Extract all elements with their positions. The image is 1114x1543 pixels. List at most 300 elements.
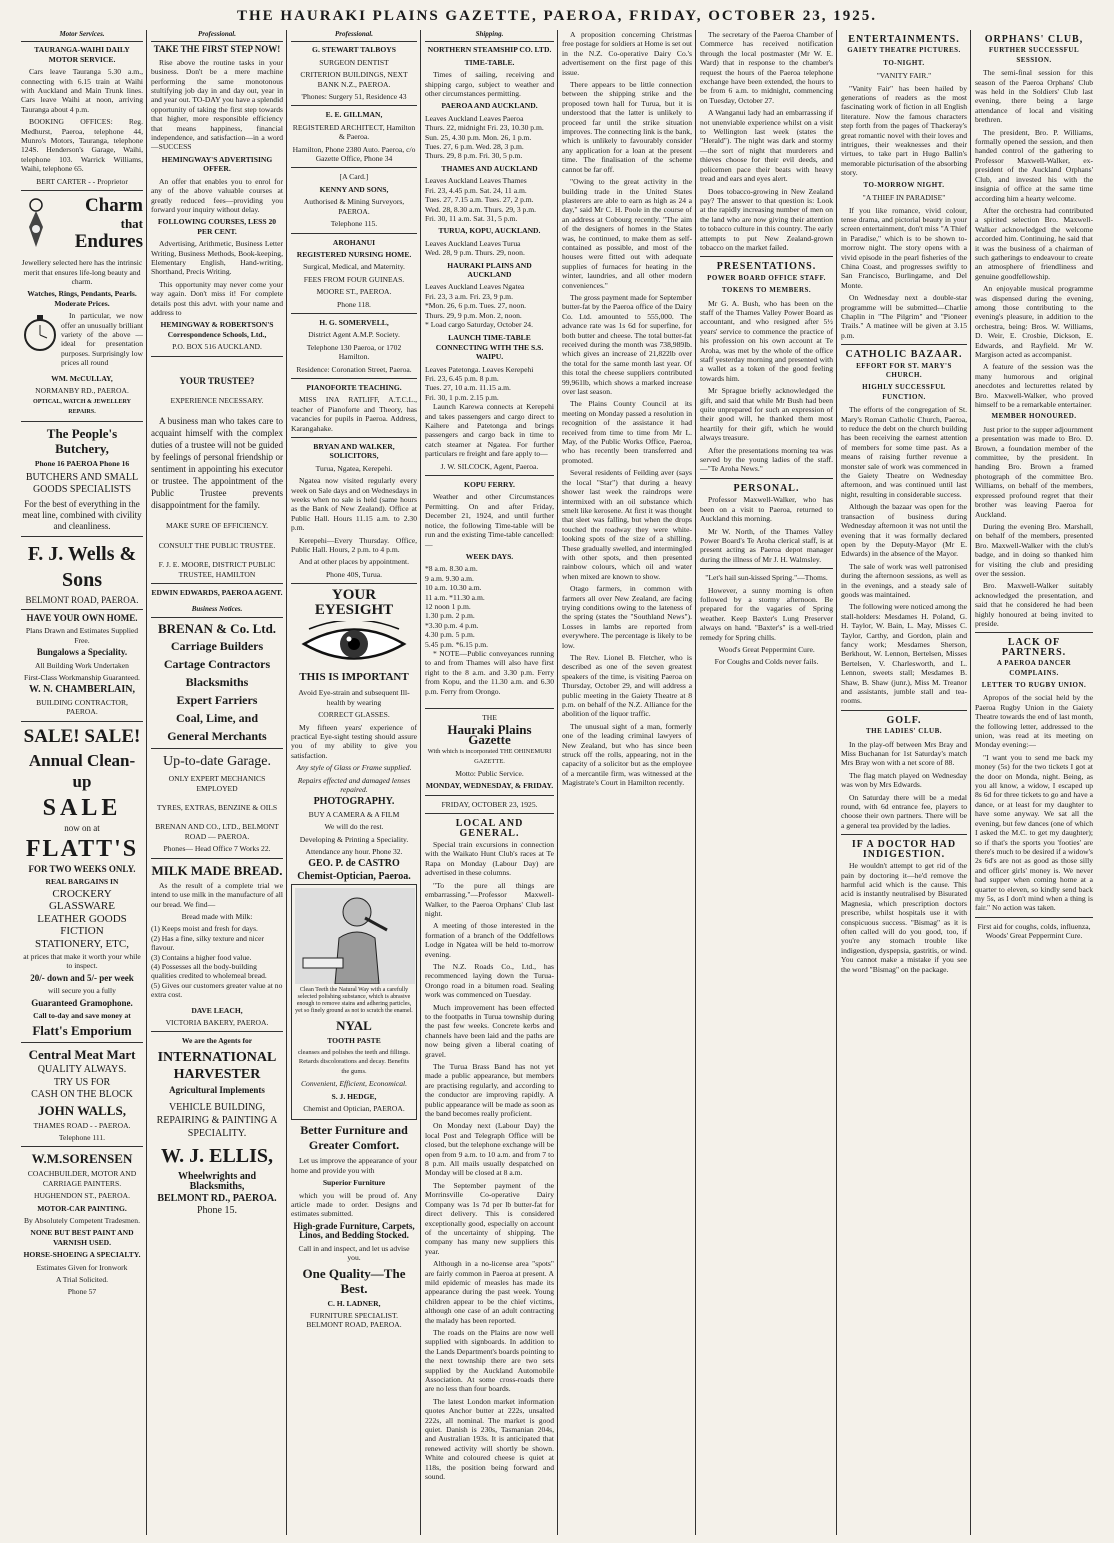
wells-sons: F. J. Wells & Sons bbox=[27, 542, 137, 591]
ferry-row: *3.30 p.m. 4 p.m. bbox=[425, 620, 479, 630]
bryan-places: Turua, Ngatea, Kerepehi. bbox=[315, 463, 393, 473]
launch-title: LAUNCH TIME-TABLE CONNECTING WITH THE S.S. WAIPU. bbox=[435, 333, 544, 362]
local-para: The roads on the Plains are now well supplied with signboards. In addition to the Lands Department's boards pointing to the next township there are two sets supplied by the Auckland Automobile Association. At some cross-roads there are no less than four boards. bbox=[425, 1327, 554, 1394]
trustee-body: A business man who takes care to acquaint himself with the complex duties of a trustee will not be guided by feelings of personal friendship or sentiment in appointing his executor or trustee. The appointment of the Public Trustee prevents disappointment for the family. bbox=[151, 416, 283, 511]
bryan-walker: BRYAN AND WALKER, SOLICITORS, bbox=[313, 442, 395, 461]
cash-block: CASH ON THE BLOCK bbox=[31, 1089, 133, 1101]
your-trustee: YOUR TRUSTEE? bbox=[179, 375, 255, 386]
estimates: Estimates Given for Ironwork bbox=[36, 1262, 128, 1272]
experience-necessary: EXPERIENCE NECESSARY. bbox=[170, 396, 264, 405]
avoid-strain: Avoid Eye-strain and subsequent Ill-health by wearing bbox=[298, 688, 410, 707]
try-us: TRY US FOR bbox=[53, 1076, 111, 1088]
better-furniture: Better Furniture and Greater Comfort. bbox=[300, 1123, 408, 1153]
eyesight-title: YOUR EYESIGHT bbox=[314, 587, 394, 619]
call-in: Call in and inspect, and let us advise you. bbox=[298, 1243, 410, 1263]
tk-head: Leaves Auckland Leaves Turua bbox=[425, 238, 521, 248]
column-header: Motor Services. bbox=[21, 30, 143, 42]
ferry-row: 11 a.m. *11.30 a.m. bbox=[425, 592, 485, 602]
local-para: The Turua Brass Band has not yet made a public appearance, but members are practising regularly, and according to the conductor are improving rapidly. A public appearance will be made as soon as the band becomes really proficient. bbox=[425, 1062, 554, 1119]
expert-farriers: Expert Farriers bbox=[176, 692, 258, 707]
letter-heading: LETTER TO RUGBY UNION. bbox=[981, 681, 1087, 689]
bread-with-milk: Bread made with Milk: bbox=[181, 911, 253, 921]
convenient: Convenient, Efficient, Economical. bbox=[300, 1079, 408, 1089]
local-para: The latest London market information quotes Anchor butter at 222s, unsalted 222s, all nominal. The market is good quiet. Danish is 230s, Tasmanian 204s, and Australian 193s. It is anticipated that renewed activity will shortly be shown. White and coloured cheese is quiet at 118s, the position being forward and sound. bbox=[425, 1396, 554, 1482]
column-6 bbox=[697, 30, 836, 1540]
motto: Motto: Public Service. bbox=[455, 769, 524, 779]
woods-cure: Wood's Great Peppermint Cure. bbox=[718, 644, 815, 654]
stationery: STATIONERY, ETC, bbox=[35, 937, 129, 950]
phone-15: Phone 15. bbox=[197, 1205, 237, 1217]
annual-cleanup: Annual Clean-up bbox=[28, 750, 136, 791]
first-class: First-Class Workmanship Guaranteed. bbox=[24, 673, 140, 683]
tyres: TYRES, EXTRAS, BENZINE & OILS bbox=[156, 803, 278, 813]
take-body: Rise above the routine tasks in your business. Don't be a mere machine performing the same monotonous stultifying job day in and day out, year in and year out. TO-DAY you have a splendid opportunity of taking the first step towards that higher, more responsible efficiency that means happiness, financial independence, and satisfaction—in a word—SUCCESS bbox=[151, 57, 283, 152]
timetable: TIME-TABLE. bbox=[464, 57, 515, 67]
ta-head: Leaves Auckland Leaves Thames bbox=[425, 176, 527, 186]
entertainments-heading: ENTERTAINMENTS. bbox=[848, 34, 960, 45]
tauranga-body: Cars leave Tauranga 5.30 a.m., connecting with 6.15 train at Waihi with Auckland and Main Trunk lines. Cars leave Waihi at noon, arriving Tauranga about 4 p.m. bbox=[21, 67, 143, 114]
dancer-complains-heading: A PAEROA DANCER COMPLAINS. bbox=[996, 659, 1072, 677]
particular-text: In particular, we now offer an unusually brilliant variety of the above — ideal for presentation purposes. Surprisingly low prices all round bbox=[61, 311, 143, 368]
now-on: now on at bbox=[64, 822, 100, 833]
cleanses: cleanses and polishes the teeth and fillings. Retards discolorations and decay. Benefits the gums. bbox=[297, 1049, 411, 1075]
news-para: The unusual sight of a man, formerly one of the leading criminal lawyers of New Zealand, but who has since been struck off the rolls, appearing, not in the capacity of a solicitor but as the employee of a mercantile firm, was witnessed at the Magistrate's Court in Hamilton recently. bbox=[562, 721, 692, 788]
booking-offices: BOOKING OFFICES: Reg. Medhurst, Paeroa, telephone 44, Munro's Motors, Tauranga, telephone 124S. Henderson's Garage, Waihi, telephone 103. Warrick Williams, Waihi, telephone 65. bbox=[21, 117, 143, 174]
woods-cure-2: For Coughs and Colds never fails. bbox=[714, 657, 819, 667]
kopu-ferry: KOPU FERRY. bbox=[464, 480, 515, 490]
nyal-ad bbox=[291, 884, 417, 1120]
somervell-residence: Residence: Coronation Street, Paeroa. bbox=[296, 364, 412, 374]
issue-date: FRIDAY, OCTOBER 23, 1925. bbox=[441, 799, 538, 809]
moore-st: MOORE ST., PAEROA. bbox=[316, 287, 392, 297]
news-para: "Owing to the great activity in the building trade in the United States plasterers are able to earn as high as 24 a day," said Mr C. H. Poole in the course of an address at Cobourg recently. "The aim of the designers of homes in the States was, he continued, to make them as self-contained as possible, and most of the houses were fitted out with adequate supplies of furnaces for heating in the winter, laundries, and all other modern conveniences." bbox=[562, 177, 692, 290]
bread-point-2: (2) Has a fine, silky texture and nicer flavour. bbox=[151, 933, 265, 953]
normanby: NORMANBY RD., PAEROA. bbox=[35, 385, 129, 395]
quality-always: QUALITY ALWAYS. bbox=[37, 1064, 127, 1076]
brenan-address: BRENAN AND CO., LTD., BELMONT ROAD — PAEROA. bbox=[155, 822, 279, 841]
international-harvester: INTERNATIONAL HARVESTER bbox=[157, 1049, 277, 1082]
man-brushing-teeth-icon bbox=[295, 888, 415, 984]
hp-row: Fri. 23, 3 a.m. Fri. 23, 9 p.m. bbox=[425, 291, 513, 301]
bread-point-5: (5) Gives our customers greater value at no extra cost. bbox=[151, 980, 283, 1000]
pa-row: Sun. 25, 4.30 p.m. Mon. 26, 1 p.m. bbox=[425, 132, 532, 142]
wednesday-program: On Wednesday next a double-star programme will be submitted—Charlie Chaplin in "The Pilgrim" and "Pioneer Trails." A matinee will be given at 3.15 p.m. bbox=[841, 293, 967, 340]
take-title: TAKE THE FIRST STEP NOW! bbox=[153, 44, 281, 55]
golf-heading: GOLF. bbox=[886, 714, 922, 726]
personal-para: Professor Maxwell-Walker, who has been on a visit to Paeroa, returned to Auckland this morning. bbox=[700, 495, 833, 524]
local-para: The N.Z. Roads Co., Ltd., has recommenced laying down the Turua-Orongo road in a bitumen road. Sealing work was commenced on Tuesday. bbox=[425, 961, 554, 1000]
glassware: GLASSWARE bbox=[48, 900, 115, 913]
ferry-row: *8 a.m. 8.30 a.m. bbox=[425, 564, 478, 574]
personal-heading: PERSONAL. bbox=[733, 482, 800, 494]
butchery-phone: Phone 16 PAEROA Phone 16 bbox=[34, 459, 130, 469]
sorensen: W.M.SORENSEN bbox=[31, 1151, 133, 1167]
consult-trustee: CONSULT THE PUBLIC TRUSTEE. bbox=[158, 540, 276, 550]
vanity-fair: "VANITY FAIR." bbox=[876, 71, 932, 81]
news-para: The gross payment made for September butter-fat by the Paeroa office of the Dairy Co. Ltd. amounted to 555,000. The advance rate was 1s 6d for superfine, for both butter and cheese. The total butter-fat received during the month was 738,989lb. which gives an increase of 21,822lb over the total for the same month last year. Of this total the cheese suppliers contributed 99,961lb, which shows a marked increase over last season. bbox=[562, 292, 692, 397]
competent: By Absolutely Competent Tradesmen. bbox=[23, 1216, 140, 1225]
endures-word: Endures bbox=[74, 231, 143, 253]
nursing-home: REGISTERED NURSING HOME. bbox=[296, 249, 412, 259]
news-para: The Plains County Council at its meeting on Monday passed a resolution in recognition of the assistance it had received from time to time from Mr L. May, of the Public Works Office, Paeroa, who has recently been transferred and promoted. bbox=[562, 399, 692, 465]
gramophone: Guaranteed Gramophone. bbox=[31, 997, 133, 1008]
tomorrow-heading: TO-MORROW NIGHT. bbox=[863, 180, 945, 189]
golf-para: In the play-off between Mrs Bray and Miss Buchanan for 1st Saturday's match Mrs Bray won with a net score of 88. bbox=[841, 739, 967, 768]
ta-row: Tues. 27, 7.15 a.m. Tues. 27, 2 p.m. bbox=[425, 195, 534, 205]
mccullay: WM. McCULLAY, bbox=[51, 373, 113, 383]
gaiety-heading: GAIETY THEATRE PICTURES. bbox=[847, 46, 961, 55]
which-text: which you will be proud of. Any article made to order. Designs and estimates submitted. bbox=[291, 1190, 417, 1219]
call-today: Call to-day and save money at bbox=[33, 1010, 131, 1020]
nyal-caption: Clean Teeth the Natural Way with a carefully selected polishing substance, which is abrasive enough to remove stains and adhering particles, yet so finely ground as not to scratch the enamel. bbox=[295, 986, 413, 1014]
following-courses: FOLLOWING COURSES, LESS 20 PER CENT. bbox=[157, 217, 277, 236]
news-para: Does tobacco-growing in New Zealand pay? The answer to that question is: Look at the rapidly increasing number of men on the land who are now giving their attention to tobacco culture in this country. The early attempts to put New Zealand-grown tobacco on the market failed. bbox=[700, 186, 833, 252]
successful-heading: HIGHLY SUCCESSFUL FUNCTION. bbox=[862, 383, 946, 401]
presentations-heading: PRESENTATIONS. bbox=[716, 261, 817, 273]
central-meat: Central Meat Mart bbox=[28, 1047, 136, 1063]
hughendon: HUGHENDON ST., PAEROA. bbox=[34, 1191, 130, 1201]
silcock: J. W. SILCOCK, Agent, Paeroa. bbox=[440, 461, 539, 471]
other-places: And at other places by appointment. bbox=[298, 557, 410, 567]
bungalows: Bungalows a Speciality. bbox=[36, 647, 128, 658]
pa-row: Tues. 27, 6 p.m. Wed. 28, 3 p.m. bbox=[425, 142, 524, 152]
hedge-chemist: Chemist and Optician, PAEROA. bbox=[303, 1104, 405, 1114]
lack-partners-heading: LACK OF PARTNERS. bbox=[1001, 637, 1067, 658]
po-box: P.O. BOX 516 AUCKLAND. bbox=[172, 342, 262, 352]
hemingway-offer: HEMINGWAY'S ADVERTISING OFFER. bbox=[161, 154, 273, 174]
golf-para: The flag match played on Wednesday was won by Mrs Edwards. bbox=[841, 770, 967, 790]
club-para: An enjoyable musical programme was dispensed during the evening, among those contributing to the evening's pleasure, in addition to the orchestra, being: Bros. W. Williams, D. Weir, E. Crosbie, Dickson, E. Edwards, and Rayfield. Mr W. Margison acted as accompanist. bbox=[975, 284, 1093, 359]
butchery-best: For the best of everything in the meat line, combined with civility and cleanliness. bbox=[22, 498, 142, 531]
publish-days: MONDAY, WEDNESDAY, & FRIDAY. bbox=[425, 781, 554, 791]
bread-point-1: (1) Keeps moist and fresh for days. bbox=[151, 924, 258, 934]
crockery: CROCKERY bbox=[52, 887, 112, 900]
any-style: Any style of Glass or Frame supplied. bbox=[296, 763, 412, 773]
launch-row: Tues. 27, 10 a.m. 11.15 a.m. bbox=[425, 383, 511, 393]
golf-para: On Saturday there will be a medal round, with 6d entrance fee, players to choose their own partners. There will be a general tea provided by the ladies. bbox=[841, 792, 967, 830]
arohanui: AROHANUI bbox=[332, 237, 376, 247]
member-honoured-heading: MEMBER HONOURED. bbox=[991, 412, 1077, 421]
ladies-club-heading: THE LADIES' CLUB. bbox=[866, 727, 942, 736]
tel-111: Telephone 111. bbox=[58, 1132, 106, 1142]
tonight-heading: TO-NIGHT. bbox=[883, 58, 925, 67]
wheelwrights: Wheelwrights and Blacksmiths, bbox=[177, 1171, 257, 1192]
wells-address: BELMONT ROAD, PAEROA. bbox=[25, 594, 139, 605]
incorporated: With which is incorporated THE OHINEMURI GAZETTE. bbox=[427, 748, 552, 765]
flatts: FLATT'S bbox=[25, 836, 139, 863]
de-castro: GEO. P. de CASTRO bbox=[308, 858, 400, 870]
further-session-heading: FURTHER SUCCESSFUL SESSION. bbox=[988, 46, 1080, 64]
tel-115: Telephone 115. bbox=[330, 219, 378, 229]
somervell: H. G. SOMERVELL, bbox=[319, 317, 389, 327]
masthead: THE HAURAKI PLAINS GAZETTE, PAEROA, FRIDAY, OCTOBER 23, 1925. bbox=[236, 8, 877, 24]
pocket-watch-icon bbox=[21, 311, 59, 355]
thief-body: If you like romance, vivid colour, tense drama, and pictorial beauty in your screen entertainment, don't miss "A Thief in Paradise," which is to be shown to-morrow night. The story opens with a vivid episode in the pearl fisheries of the China Coast, and progresses swiftly to San Francisco, Burlingame, and Del Monte. bbox=[841, 205, 967, 290]
honoured-para: Just prior to the supper adjournment a presentation was made to Bro. D. Brown, a foundation member of the committee, by the president. In handing Bro. Brown a framed photograph of the committee Bro. Williams, on behalf of the members, expressed profound regret that their brother was leaving Paeroa for Auckland. bbox=[975, 424, 1093, 519]
fees: FEES FROM FOUR GUINEAS. bbox=[303, 274, 405, 284]
northern-steamship: NORTHERN STEAMSHIP CO. LTD. bbox=[427, 45, 552, 55]
victoria-bakery: VICTORIA BAKERY, PAEROA. bbox=[165, 1017, 269, 1027]
letter-para: "I want you to send me back my money (5s) for the two tickets I got at the door on Monda, night. Being, as you all know, a widow, I escaped up 8s 6d for three tickets to go and have a dance, or at least for my daughter to have some anyway. We sat all the evening, but few dances (one of which I asked the M.C. to get my daughter); so if that's the sports you 'footies' are there's much to be desired if a widow's 2s 6d's are not as good as those silly and officer girls' money is. We never had supper when coming home at a quarter to eleven, so kindly send back my 5s, as I don't mind when a thing is fair." No action was taken. bbox=[975, 752, 1093, 913]
bread-point-3: (3) Contains a higher food value. bbox=[151, 952, 252, 962]
hemingway-robertson: HEMINGWAY & ROBERTSON'S Correspondence Schools, Ltd., bbox=[160, 320, 274, 339]
pianoforte: PIANOFORTE TEACHING. bbox=[306, 382, 402, 392]
launch-row: Fri. 30, 1 p.m. 2.15 p.m. bbox=[425, 392, 499, 402]
ta-row: Fri. 30, 11 a.m. Sat. 31, 5 p.m. bbox=[425, 213, 518, 223]
phone-57: Phone 57 bbox=[67, 1287, 97, 1297]
pres-para: Mr G. A. Bush, who has been on the staff of the Thames Valley Power Board as accountant, and who resigned after 5½ years' service to commence the practice of his profession on his own account at Te Aroha, was met by the whole of the office staff yesterday morning and presented with a wallet as a token of the good feeling towards him. bbox=[700, 298, 833, 383]
garage: Up-to-date Garage. bbox=[162, 753, 272, 769]
news-para: A Wanganui lady had an embarrassing if not unenviable experience whilst on a visit to Wellington last week (states the "Herald"). The night was dark and stormy—the sort of night that murderers and thieves choose for their evil deeds, and policemen pace their beats with heavy tread and ears and eyes alert. bbox=[700, 108, 833, 184]
chamberlain: W. N. CHAMBERLAIN, bbox=[28, 684, 136, 696]
bazaar-para: Although the bazaar was open for the transaction of business during Wednesday afternoon it was not until the evening that it was formally declared open by the Deputy-Mayor (Mr E. Edwards) in the absence of the Mayor. bbox=[841, 502, 967, 559]
launch-head: Leaves Patetonga. Leaves Kerepehi bbox=[425, 364, 534, 374]
column-8 bbox=[972, 30, 1096, 1540]
hp-head: Leaves Auckland Leaves Ngatea bbox=[425, 282, 525, 292]
motorcar-painting: MOTOR-CAR PAINTING. bbox=[37, 1203, 127, 1213]
local-para: "To the pure all things are embarrassing."—Professor Maxwell-Walker, to the Paeroa Orphans' Club last night. bbox=[425, 880, 554, 918]
bazaar-para: The sale of work was well patronised during the afternoon sessions, as well as in the evenings, and a steady sale of goods was maintained. bbox=[841, 561, 967, 599]
cartage-contractors: Cartage Contractors bbox=[163, 656, 271, 671]
hedge: S. J. HEDGE, bbox=[331, 1091, 377, 1101]
dave-leach: DAVE LEACH, bbox=[191, 1005, 243, 1015]
gazette-title: Hauraki Plains Gazette bbox=[447, 722, 532, 747]
milk-body: As the result of a complete trial we intend to use milk in the manufacture of all our bread. We find— bbox=[151, 880, 283, 909]
vanity-body: "Vanity Fair" has been hailed by generations of readers as the most fascinating work of fiction in all English literature. Now the famous characters step forth from the pages of Thackeray's great romantic novel with their loves and intrigues, their weaknesses and their virtues, to take part in Hugo Ballin's memorable picturisation of the absorbing story. bbox=[841, 83, 967, 178]
news-para: Otago farmers, in common with farmers all over New Zealand, are facing trying conditions owing to the lateness of the spring (states the "Southland News"). Losses in lambs are reported from everywhere. The percentage is likely to be low. bbox=[562, 584, 692, 650]
local-para: Much improvement has been effected to the footpaths in Turua township during the past few weeks. Concrete kerbs and channels have been laid and the paths are now being given a liberal coating of gravel. bbox=[425, 1002, 554, 1059]
bargains: REAL BARGAINS IN bbox=[45, 877, 119, 887]
news-para: Several residents of Feilding aver (says the local "Star") that during a heavy shower last week the raindrops were intermixed with an oil substance which smelt like kerosene. At first it was thought that sleet was falling, but when the drops touched the roadway they were white-looking spots of the size of a shilling. These gradually swelled, and intermingled with other spots, and then presented rainbow colours, which oil and water when mixed are known to show. bbox=[562, 468, 692, 581]
column-header: Professional. bbox=[151, 30, 283, 42]
column-header: Shipping. bbox=[425, 30, 554, 42]
pa-head: Leaves Auckland Leaves Paeroa bbox=[425, 113, 524, 123]
let-us-improve: Let us improve the appearance of your home and provide you with bbox=[291, 1156, 417, 1175]
power-board-heading: POWER BOARD OFFICE STAFF. bbox=[707, 273, 826, 282]
plans-text: Plans Drawn and Estimates Supplied Free. bbox=[25, 626, 139, 645]
honoured-para: During the evening Bro. Marshall, on behalf of the members, presented Bro. Maxwell-Walker with the club's badge, and in doing so thanked him for visiting the club and presiding over the session. bbox=[975, 521, 1093, 578]
ferry-row: 9 a.m. 9.30 a.m. bbox=[425, 573, 474, 583]
column-3 bbox=[288, 30, 420, 1540]
flatts-emporium: Flatt's Emporium bbox=[32, 1023, 132, 1039]
john-walls: JOHN WALLS, bbox=[38, 1102, 126, 1118]
launch-row: Fri. 23, 6.45 p.m. 8 p.m. bbox=[425, 374, 499, 383]
we-do-rest: We will do the rest. bbox=[324, 822, 384, 832]
spring-para: However, a sunny morning is often followed by a stormy afternoon. Be prepared for the vagaries of Spring weather. Keep Baxter's Lung Preserver always on hand. "Baxter's" is a well-tried remedy for Spring chills. bbox=[700, 585, 833, 642]
ferry-note: * NOTE—Public conveyances running to and from Thames will also have first right to the 8 a.m. and 3.30 p.m. Ferry from Kopu, and the 11.30 a.m. and 6.30 p.m. Ferry from Orongo. bbox=[425, 648, 554, 696]
down-payment: 20/- down and 5/- per week bbox=[30, 972, 134, 983]
hp-row: * Load cargo Saturday, October 24. bbox=[425, 319, 533, 329]
ladner: C. H. LADNER, bbox=[327, 1298, 381, 1308]
brenan-phones: Phones— Head Office 7 Works 22. bbox=[163, 844, 271, 854]
edwin-edwards: EDWIN EDWARDS, PAEROA AGENT. bbox=[151, 588, 283, 598]
catholic-heading: CATHOLIC BAZAAR. bbox=[845, 349, 963, 361]
tokens-heading: TOKENS TO MEMBERS. bbox=[721, 286, 812, 295]
surgeon-dentist: SURGEON DENTIST bbox=[319, 57, 389, 67]
watches-line: Watches, Rings, Pendants, Pearls. Moderate Prices. bbox=[27, 289, 137, 308]
local-para: The September payment of the Morrinsville Co-operative Dairy Company was 1s 7d per lb butter-fat for direct delivery. This is considered exceptionally good, especially on account of the uncertainty of shipping. The company has many new suppliers this year. bbox=[425, 1180, 554, 1256]
news-para: The Rev. Lionel B. Fletcher, who is described as one of the seven greatest speakers of the time, is visiting Paeroa on Thursday, October 29, and will address a public meeting in the Gaiety Theatre at 8 p.m. on behalf of the N.Z. Alliance for the abolition of the liquor traffic. bbox=[562, 653, 692, 719]
pres-para: After the presentations morning tea was served by the young ladies of the staff.—"Te Aroha News." bbox=[700, 445, 833, 474]
ferry-row: 1.30 p.m. 2 p.m. bbox=[425, 611, 475, 621]
bert-carter: BERT CARTER - - Proprietor bbox=[36, 176, 128, 186]
honoured-para: Bro. Maxwell-Walker suitably acknowledged the presentation, and said that he considered he had been highly honoured at being invited to preside. bbox=[975, 581, 1093, 628]
column-rule bbox=[420, 30, 421, 1535]
times-body: Times of sailing, receiving and shipping cargo, subject to weather and other circumstances permitting. bbox=[425, 70, 554, 99]
ferry-row: 5.45 p.m. *6.15 p.m. bbox=[425, 639, 489, 649]
butchery-title: The People's Butchery, bbox=[46, 426, 118, 457]
club-para: A feature of the session was the many humorous and original anecdotes and lecturettes related by Bro. Maxwell-Walker, who proved himself to be a remarkable entertainer. bbox=[975, 362, 1093, 410]
carriage-builders: Carriage Builders bbox=[170, 638, 264, 653]
optical-repairs: OPTICAL, WATCH & JEWELLERY REPAIRS. bbox=[33, 399, 131, 415]
local-para: Although in a no-license area "spots" are fairly common in Paeroa at present. A mild epidemic of measles has made its appearance during the past week. Young children appear to be the chief victims, although one case of an adult contracting the malady has been reported. bbox=[425, 1259, 554, 1325]
turua-kopu: TURUA, KOPU, AUCKLAND. bbox=[438, 226, 541, 236]
leather: LEATHER GOODS bbox=[37, 912, 127, 925]
moore-trustee: F. J. E. MOORE, DISTRICT PUBLIC TRUSTEE, HAMILTON bbox=[158, 560, 276, 579]
sale-title: SALE! SALE! bbox=[23, 725, 141, 747]
one-quality: One Quality—The Best. bbox=[302, 1265, 406, 1296]
agents-for: We are the Agents for bbox=[181, 1036, 253, 1046]
blacksmiths: Blacksmiths bbox=[185, 674, 249, 689]
hp-row: Thurs. 29, 9 p.m. Mon. 2, noon. bbox=[425, 310, 522, 320]
bread-point-4: (4) Possesses all the body-building qualities credited to wholemeal bread. bbox=[151, 961, 267, 981]
fiction: FICTION bbox=[60, 925, 104, 938]
developing: Developing & Printing a Speciality. bbox=[299, 834, 409, 844]
ta-row: Fri. 23, 4.45 p.m. Sat. 24, 11 a.m. bbox=[425, 185, 527, 195]
phone-118: Phone 118. bbox=[337, 299, 371, 309]
pa-row: Thurs. 22, midnight Fri. 23, 10.30 p.m. bbox=[425, 123, 544, 133]
building-contractor: BUILDING CONTRACTOR, PAEROA. bbox=[36, 697, 128, 717]
sale-big: SALE bbox=[42, 794, 122, 821]
buy-camera: BUY A CAMERA & A FILM bbox=[308, 809, 400, 819]
prices-text: at prices that make it worth your while to inspect. bbox=[23, 951, 141, 971]
pa-row: Thurs. 29, 8 p.m. Fri. 30, 5 p.m. bbox=[425, 151, 523, 161]
week-days: WEEK DAYS. bbox=[465, 551, 514, 561]
paeroa-auckland: PAEROA AND AUCKLAND. bbox=[441, 101, 538, 111]
doctor-heading: IF A DOCTOR HAD INDIGESTION. bbox=[851, 839, 957, 860]
chemist-optician: Chemist-Optician, Paeroa. bbox=[297, 870, 411, 882]
launch-body: Launch Karewa connects at Kerepehi and takes passengers and cargo direct to Kaihere and Patetonga and brings passengers and cargo back in time to catch steamer at Ngatea. For further particulars re freight and fare apply to— bbox=[425, 402, 554, 459]
column-rule bbox=[836, 30, 837, 1535]
column-7 bbox=[838, 30, 970, 1540]
that-word: that bbox=[120, 216, 143, 232]
building-work: All Building Work Undertaken bbox=[35, 660, 129, 670]
ferry-row: 4.30 p.m. 5 p.m. bbox=[425, 630, 475, 640]
tel-130: Telephone 130 Paeroa, or 1702 Hamilton. bbox=[306, 342, 402, 362]
vehicle-building: VEHICLE BUILDING, REPAIRING & PAINTING A SPECIALITY. bbox=[156, 1102, 278, 1140]
news-para: There appears to be little connection between the shipping strike and the proposed town hall for Turua, but it is understood that the latter is unlikely to proceed far until the strike situation improves. The connecting link is the bank, which is unlikely to favourably consider any application for a loan at the present time. The finalisation of the scheme cannot be far off. bbox=[562, 80, 692, 174]
column-rule bbox=[695, 30, 696, 1535]
important: THIS IS IMPORTANT bbox=[299, 671, 409, 684]
milk-bread: MILK MADE BREAD. bbox=[151, 862, 283, 878]
brenan-title: BRENAN & Co. Ltd. bbox=[157, 620, 277, 636]
news-para: A proposition concerning Christmas free postage for soldiers at Home is set out in the N.Z. Co-operative Dairy Co.'s advertisement on the first page of this issue. bbox=[562, 30, 692, 77]
spring-quote: "Let's hail sun-kissed Spring."—Thoms. bbox=[705, 573, 828, 583]
column-rule bbox=[970, 30, 971, 1535]
club-para: After the orchestra had contributed a spirited selection Bro. Maxwell-Walker acknowledged the welcome accorded him. Continuing, he said that it was the business of a chairman of such gatherings to endeavour to create an atmosphere of friendliness and genuine goodfellowship. bbox=[975, 205, 1093, 281]
thief-paradise: "A THIEF IN PARADISE" bbox=[862, 193, 946, 203]
business-notices: Business Notices. bbox=[151, 605, 283, 617]
criterion: CRITERION BUILDINGS, NEXT BANK N.Z., PAEROA. bbox=[300, 70, 408, 89]
courses-list: Advertising, Arithmetic, Business Letter Writing, Business Methods, Book-keeping, Elementary English, Hand-writing, Shorthand, Precis Writing. bbox=[151, 239, 283, 277]
kenny: KENNY AND SONS, bbox=[319, 184, 389, 194]
letter-para: Apropos of the social held by the Paeroa Rugby Union in the Gaiety Theatre towards the end of last month, the following letter, addressed to the union, was read at its meeting on Monday evening:— bbox=[975, 693, 1093, 750]
ferry-row: 12 noon 1 p.m. bbox=[425, 601, 471, 611]
pres-para: Mr Sprague briefly acknowledged the gift, and said that while Mr Bush had been quite unprepared for such an expression of their good will, he thanked them most heartily for their gift, which he would always treasure. bbox=[700, 386, 833, 443]
thames-auckland: THAMES AND AUCKLAND bbox=[441, 163, 538, 173]
thames-road: THAMES ROAD - - PAEROA. bbox=[33, 1120, 131, 1130]
local-para: Special train excursions in connection with the Waikato Hunt Club's races at Te Rapa on Monday (Labour Day) are advertised in these columns. bbox=[425, 840, 554, 878]
column-rule bbox=[557, 30, 558, 1535]
talboys-phones: 'Phones: Surgery 51, Residence 43 bbox=[301, 92, 407, 102]
kerepehi-visits: Kerepehi—Every Thursday. Office, Public Hall. Hours, 2 p.m. to 4 p.m. bbox=[291, 535, 417, 555]
eye-icon bbox=[299, 621, 409, 667]
gillman-address: Hamilton, Phone 2380 Auto. Paeroa, c/o Gazette Office, Phone 34 bbox=[292, 144, 416, 164]
effort-heading: EFFORT FOR ST. MARY'S CHURCH. bbox=[856, 361, 952, 379]
club-para: The semi-final session for this season of the Paeroa Orphans' Club was held in the Soldiers' Club last evening, there being a large attendance of local and visiting brethren. bbox=[975, 68, 1093, 125]
amp: District Agent A.M.P. Society. bbox=[308, 330, 400, 340]
kopu-body: Weather and other Circumstances Permitting. On and after Friday, December 21, 1924, and until further notice, the following Time-table will be run and the existing Time-table cancelled:— bbox=[425, 492, 554, 549]
ellis: W. J. ELLIS, bbox=[160, 1145, 274, 1168]
correct-glasses: CORRECT GLASSES. bbox=[318, 710, 390, 720]
hauraki-auckland: HAURAKI PLAINS AND AUCKLAND bbox=[447, 260, 532, 279]
butchers-specialists: BUTCHERS AND SMALL GOODS SPECIALISTS bbox=[25, 471, 139, 495]
charm-word: Charm bbox=[84, 195, 143, 217]
none-but: NONE BUT BEST PAINT AND VARNISH USED. bbox=[30, 1228, 134, 1247]
make-sure: MAKE SURE OF EFFICIENCY. bbox=[166, 521, 268, 531]
secure-text: will secure you a fully bbox=[48, 986, 116, 996]
surgical: Surgical, Medical, and Maternity. bbox=[303, 262, 405, 272]
tk-row: Wed. 28, 9 p.m. Thurs. 29, noon. bbox=[425, 248, 525, 258]
club-para: The president, Bro. P. Williams, formally opened the session, and then handed control of the gathering to Professor Maxwell-Walker, ex-president of the Auckland Orphans' Club, and invested his with the insignia of office at the same time according him a hearty welcome. bbox=[975, 127, 1093, 203]
column-rule bbox=[286, 30, 287, 1535]
repairs: Repairs effected and damaged lenses repaired. bbox=[297, 775, 411, 794]
talboys: G. STEWART TALBOYS bbox=[312, 45, 396, 55]
coal-lime: Coal, Lime, and bbox=[175, 710, 258, 725]
architect: REGISTERED ARCHITECT, Hamilton & Paeroa. bbox=[292, 122, 416, 142]
furniture-specialist: FURNITURE SPECIALIST. BELMONT ROAD, PAEROA. bbox=[306, 1310, 402, 1330]
offer-body: An offer that enables you to enrol for any of the above valuable courses at greatly reduced fees—providing you forward your inquiry without delay. bbox=[151, 176, 283, 214]
opportunity-text: This opportunity may never come your way again. Don't miss it! For complete details post this advt. with your name and address to bbox=[151, 279, 283, 317]
local-general-heading: LOCAL AND GENERAL. bbox=[455, 818, 524, 839]
the-word: THE bbox=[482, 713, 497, 722]
local-para: On Monday next (Labour Day) the local Post and Telegraph Office will be closed, but the telephone exchange will be open from 9 a.m. to 10 a.m. and from 7 to 8 p.m. All mails usually despatched on Monday will be closed at 8 a.m. bbox=[425, 1121, 554, 1178]
nyal: NYAL bbox=[336, 1017, 372, 1033]
ferry-row: 10 a.m. 10.30 a.m. bbox=[425, 583, 482, 593]
phone-40: Phone 40S, Turua. bbox=[325, 569, 383, 579]
photography: PHOTOGRAPHY. bbox=[313, 796, 395, 808]
bazaar-para: The efforts of the congregation of St. Mary's Roman Catholic Church, Paeroa, to reduce the debt on the church building has been receiving the earnest attention of members for some time past. As a means of raising further revenue a monster sale of work was commenced in the Gaiety Theatre on Wednesday afternoon, and was continued until last night, resulting in considerable success. bbox=[841, 405, 967, 499]
general-merchants: General Merchants bbox=[167, 728, 267, 743]
column-rule bbox=[146, 30, 147, 1535]
doctor-body: He wouldn't attempt to get rid of the pain by doctoring it—he'd remove the harmful acid which is the cause. This acid is instantly neutralised by Bisurated Magnesia, which prescription doctors prescribe, whilst hospitals use it with conspicuous success. "Bismag" as it is often called will do you good, too, if you're any stomach trouble like indigestion, dyspepsia, gastritis, or wind. You cannot make a mistake if you see the word "Bismag" on the package. bbox=[841, 861, 967, 974]
coachbuilder: COACHBUILDER, MOTOR AND CARRIAGE PAINTERS. bbox=[27, 1169, 137, 1188]
surveyors: Authorised & Mining Surveyors, PAEROA. bbox=[303, 197, 405, 216]
ngatea-visits: Ngatea now visited regularly every week on Sale days and on Wednesdays in weeks when no sale is held (same hours as the Bank of New Zealand). Office at Public Hall. Hours 11.15 a.m. to 2.30 p.m. bbox=[291, 476, 417, 533]
ellis-address: BELMONT RD., PAEROA. bbox=[157, 1193, 277, 1204]
column-2 bbox=[148, 30, 286, 1540]
first-aid: First aid for coughs, colds, influenza, Woods' Great Peppermint Cure. bbox=[977, 921, 1091, 941]
attendance: Attendance any hour. Phone 32. bbox=[305, 846, 403, 856]
fifteen-years: My fifteen years' experience of practical Eye-sight testing should assure you of my ability to give you satisfaction. bbox=[291, 722, 417, 760]
column-1 bbox=[18, 30, 146, 1540]
ta-row: Wed. 28, 8.30 a.m. Thurs. 29, 3 p.m. bbox=[425, 204, 537, 214]
two-weeks: FOR TWO WEEKS ONLY. bbox=[28, 864, 136, 875]
pendant-icon bbox=[21, 195, 51, 255]
local-para: A meeting of those interested in the formation of a branch of the Oddfellows Lodge in Ngatea will be held to-morrow evening. bbox=[425, 921, 554, 959]
horse-shoeing: HORSE-SHOEING A SPECIALTY. bbox=[23, 1250, 141, 1260]
column-5 bbox=[559, 30, 695, 1540]
